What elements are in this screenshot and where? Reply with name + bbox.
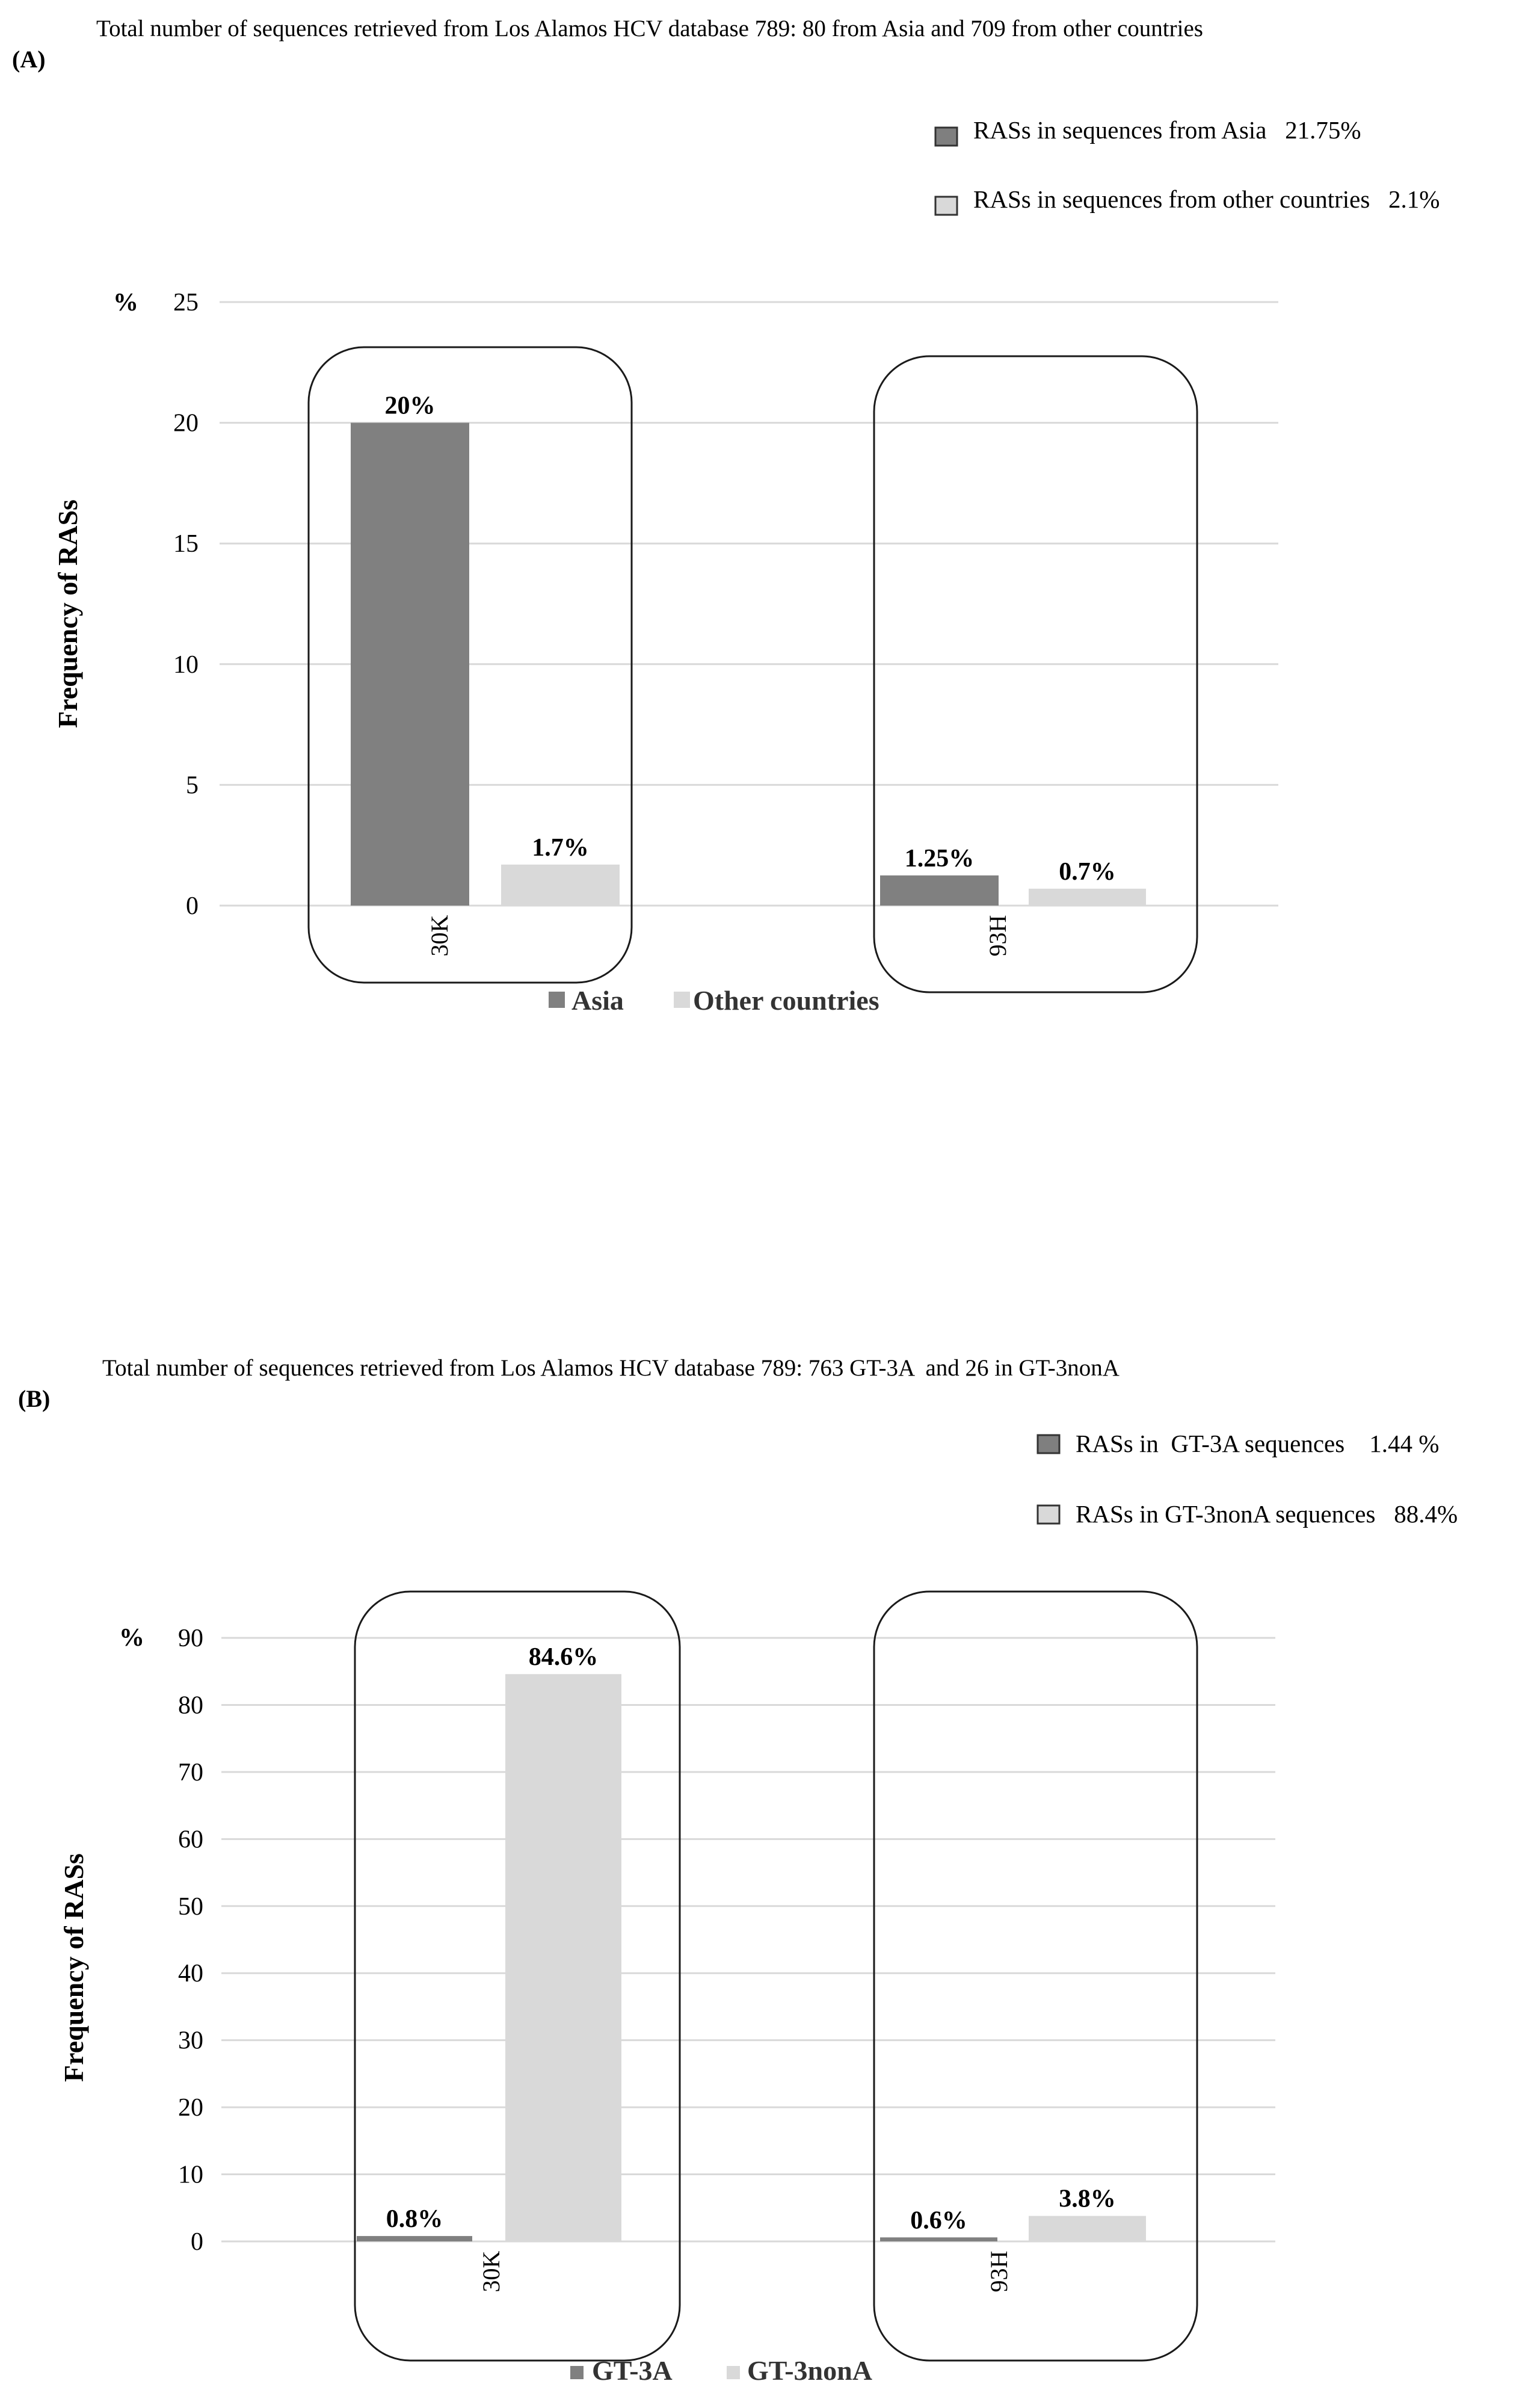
panel-b-legend (570, 2355, 872, 2381)
data-label: 3.8% (1059, 2185, 1116, 2213)
bar-other-countries-93h (1029, 889, 1146, 906)
panel-b-legend-swatch-gt3a (570, 2366, 584, 2379)
y-tick-label: 80 (178, 1691, 203, 1720)
data-label: 0.6% (910, 2207, 967, 2235)
y-tick-label: 20 (178, 2094, 203, 2122)
y-tick-label: 20 (173, 409, 199, 437)
category-label-30k: 30K (426, 915, 453, 957)
data-label: 0.8% (386, 2205, 443, 2234)
bar-other-countries-30k (501, 865, 620, 906)
panel-a-summary-asia: RASs in sequences from Asia 21.75% (973, 116, 1361, 144)
y-tick-label: 15 (173, 530, 199, 558)
panel-b-summary-gt3nona: RASs in GT-3nonA sequences 88.4% (1076, 1500, 1458, 1528)
bar-gt-3nona-93h (1029, 2216, 1146, 2241)
panel-b-box-93h (874, 1592, 1197, 2361)
y-tick-label: 5 (186, 771, 199, 800)
panel-b-header: Total number of sequences retrieved from Los Alamos HCV database 789: 763 GT-3A and 26 in GT-3nonA (102, 1355, 1120, 1381)
bar-gt-3a-93h (880, 2237, 997, 2241)
panel-a-summary-swatch-other (935, 197, 957, 215)
panel-b-legend-swatch-gt3nona (727, 2366, 740, 2379)
panel-a-legend-swatch-other (674, 992, 690, 1008)
panel-a-label: (A) (12, 46, 46, 73)
y-tick-label: 60 (178, 1826, 203, 1854)
panel-b-legend-gt3nona: GT-3nonA (747, 2355, 872, 2381)
panel-b-chart (178, 1625, 1275, 2292)
panel-a-y-axis-label: Frequency of RASs (52, 499, 83, 728)
bar-gt-3nona-30k (505, 1674, 621, 2241)
y-tick-label: 10 (173, 650, 199, 679)
panel-a-y-unit: % (113, 289, 138, 317)
panel-a-chart (173, 289, 1278, 956)
panel-b-label: (B) (18, 1385, 51, 1412)
data-label: 84.6% (528, 1643, 599, 1672)
bar-asia-30k (351, 423, 469, 906)
panel-a-legend-swatch-asia (549, 992, 565, 1008)
y-tick-label: 50 (178, 1892, 203, 1921)
panel-b-summary-swatch-gt3nona (1038, 1505, 1059, 1524)
category-label-30k: 30K (478, 2250, 505, 2293)
panel-b-y-axis-label: Frequency of RASs (58, 1853, 89, 2082)
panel-b (18, 1355, 1458, 2381)
data-label: 20% (384, 392, 436, 420)
panel-a-summary-other: RASs in sequences from other countries 2.1% (973, 185, 1440, 213)
panel-b-summary-swatch-gt3a (1038, 1435, 1059, 1453)
y-tick-label: 40 (178, 1960, 203, 1988)
panel-b-summary-gt3a: RASs in GT-3A sequences 1.44 % (1076, 1430, 1440, 1457)
panel-b-legend-gt3a: GT-3A (592, 2355, 673, 2381)
y-tick-label: 0 (191, 2228, 203, 2256)
y-tick-label: 10 (178, 2161, 203, 2189)
y-tick-label: 0 (186, 892, 199, 920)
data-label: 1.25% (904, 844, 975, 872)
panel-a-legend (549, 985, 879, 1016)
y-tick-label: 30 (178, 2027, 203, 2055)
panel-b-y-unit: % (119, 1624, 144, 1652)
y-tick-label: 70 (178, 1758, 203, 1787)
panel-a-legend-other: Other countries (693, 985, 879, 1016)
y-tick-label: 25 (173, 289, 199, 317)
category-label-93h: 93H (985, 2250, 1012, 2293)
data-label: 1.7% (532, 833, 589, 862)
y-tick-label: 90 (178, 1625, 203, 1652)
panel-a (12, 16, 1440, 1016)
category-label-93h: 93H (984, 915, 1011, 957)
bar-asia-93h (880, 876, 999, 906)
data-label: 0.7% (1059, 857, 1116, 886)
panel-a-legend-asia: Asia (571, 985, 624, 1016)
bar-gt-3a-30k (357, 2236, 472, 2241)
panel-a-summary-swatch-asia (935, 128, 957, 146)
panel-a-header: Total number of sequences retrieved from Los Alamos HCV database 789: 80 from Asia and 709 from other countries (96, 16, 1203, 42)
